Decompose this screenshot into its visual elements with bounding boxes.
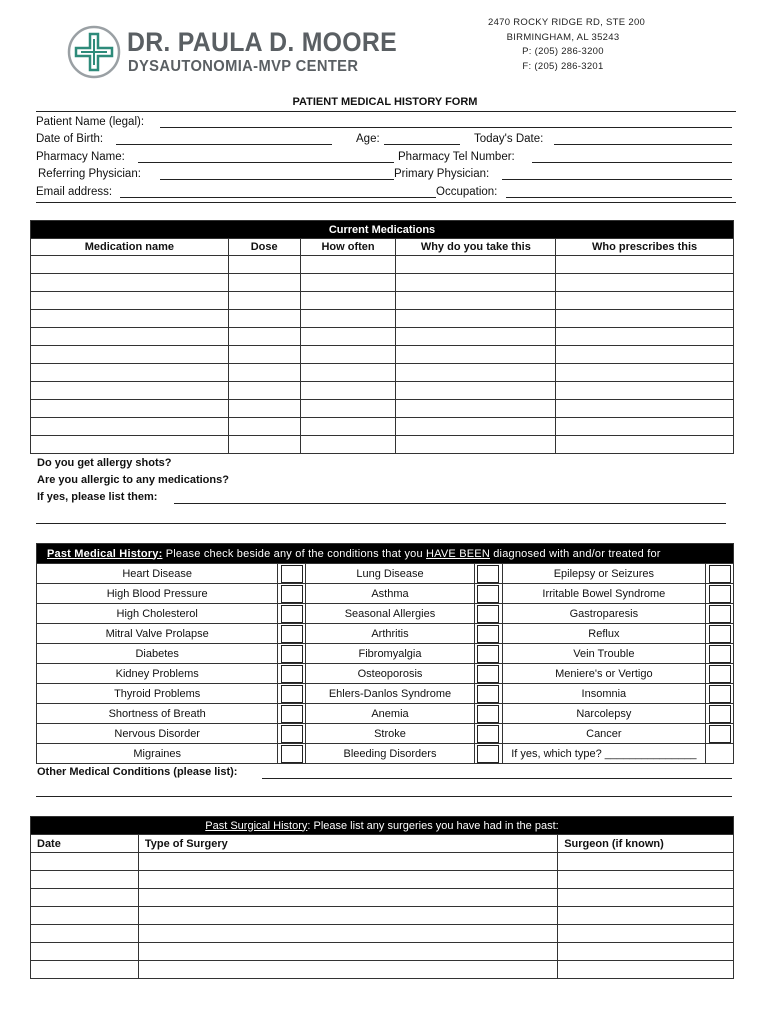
- reason-cell[interactable]: [396, 364, 556, 382]
- medication-name-cell[interactable]: [31, 400, 229, 418]
- condition-label: Kidney Problems: [37, 664, 278, 684]
- condition-checkbox[interactable]: [477, 585, 499, 603]
- condition-checkbox[interactable]: [477, 685, 499, 703]
- condition-checkbox-cell: [278, 624, 306, 644]
- condition-checkbox[interactable]: [477, 745, 499, 763]
- condition-label: Insomnia: [502, 684, 706, 704]
- condition-checkbox[interactable]: [281, 645, 303, 663]
- condition-checkbox[interactable]: [281, 665, 303, 683]
- condition-label: Mitral Valve Prolapse: [37, 624, 278, 644]
- condition-row: [37, 704, 734, 724]
- condition-row: [37, 744, 734, 764]
- surgery-date-cell[interactable]: [31, 853, 139, 871]
- divider: [36, 202, 736, 203]
- pmh-instructions: Please check beside any of the conditions that you: [162, 547, 427, 560]
- condition-checkbox-cell: [474, 744, 502, 764]
- condition-label: Arthritis: [306, 624, 475, 644]
- condition-label: Fibromyalgia: [306, 644, 475, 664]
- surgeon-cell[interactable]: [558, 925, 734, 943]
- condition-checkbox-cell: [706, 584, 734, 604]
- surgery-type-cell[interactable]: [138, 889, 557, 907]
- surgeon-cell[interactable]: [558, 853, 734, 871]
- condition-label: Lung Disease: [306, 564, 475, 584]
- referring-physician-field[interactable]: [160, 168, 394, 180]
- medication-allergy-question: Are you allergic to any medications?: [37, 474, 229, 486]
- surgery-date-cell[interactable]: [31, 889, 139, 907]
- condition-label: If yes, which type? _______________: [502, 744, 706, 764]
- past-medical-history-header: [37, 544, 734, 564]
- surgery-row: [31, 853, 734, 871]
- condition-checkbox[interactable]: [281, 565, 303, 583]
- condition-checkbox-cell: [278, 604, 306, 624]
- todays-date-label: Today's Date:: [474, 133, 544, 145]
- prescriber-cell[interactable]: [556, 436, 734, 454]
- practice-name: DR. PAULA D. MOORE: [127, 27, 397, 57]
- surgery-type-cell[interactable]: [138, 943, 557, 961]
- form-title: PATIENT MEDICAL HISTORY FORM: [292, 96, 478, 108]
- condition-checkbox[interactable]: [477, 645, 499, 663]
- prescriber-cell[interactable]: [556, 418, 734, 436]
- condition-checkbox[interactable]: [709, 725, 731, 743]
- reason-cell[interactable]: [396, 292, 556, 310]
- primary-physician-field[interactable]: [502, 168, 732, 180]
- condition-checkbox-cell: [706, 604, 734, 624]
- email-field[interactable]: [120, 186, 436, 198]
- prescriber-cell[interactable]: [556, 274, 734, 292]
- pmh-emphasis: HAVE BEEN: [426, 547, 490, 560]
- how-often-cell[interactable]: [300, 400, 396, 418]
- condition-row: [37, 584, 734, 604]
- medication-row: [31, 274, 734, 292]
- condition-row: [37, 664, 734, 684]
- medication-name-cell[interactable]: [31, 328, 229, 346]
- condition-checkbox-cell: [474, 684, 502, 704]
- condition-label: Reflux: [502, 624, 706, 644]
- condition-row: [37, 604, 734, 624]
- column-header: Date: [31, 835, 139, 853]
- condition-checkbox-cell: [474, 564, 502, 584]
- condition-label: Asthma: [306, 584, 475, 604]
- medication-name-cell[interactable]: [31, 310, 229, 328]
- dose-cell[interactable]: [228, 346, 300, 364]
- prescriber-cell[interactable]: [556, 328, 734, 346]
- age-label: Age:: [356, 133, 380, 145]
- condition-checkbox[interactable]: [477, 605, 499, 623]
- dose-cell[interactable]: [228, 364, 300, 382]
- medication-name-cell[interactable]: [31, 292, 229, 310]
- surgery-date-cell[interactable]: [31, 961, 139, 979]
- condition-label: Seasonal Allergies: [306, 604, 475, 624]
- dose-cell[interactable]: [228, 382, 300, 400]
- allergy-list-label: If yes, please list them:: [37, 491, 158, 503]
- surgery-row: [31, 961, 734, 979]
- medication-row: [31, 292, 734, 310]
- allergy-list-field-2[interactable]: [36, 523, 726, 524]
- surgical-history-table: [30, 816, 734, 979]
- reason-cell[interactable]: [396, 328, 556, 346]
- surgery-type-cell[interactable]: [138, 961, 557, 979]
- how-often-cell[interactable]: [300, 274, 396, 292]
- condition-checkbox-cell: [706, 724, 734, 744]
- condition-checkbox-cell: [474, 604, 502, 624]
- condition-checkbox-cell: [278, 644, 306, 664]
- dose-cell[interactable]: [228, 328, 300, 346]
- surgical-history-header: [31, 817, 734, 835]
- condition-checkbox[interactable]: [709, 665, 731, 683]
- surgery-row: [31, 907, 734, 925]
- surgeon-cell[interactable]: [558, 871, 734, 889]
- surgeon-cell[interactable]: [558, 907, 734, 925]
- condition-checkbox[interactable]: [281, 605, 303, 623]
- prescriber-cell[interactable]: [556, 292, 734, 310]
- condition-checkbox[interactable]: [281, 725, 303, 743]
- how-often-cell[interactable]: [300, 328, 396, 346]
- condition-checkbox[interactable]: [709, 605, 731, 623]
- condition-checkbox[interactable]: [477, 565, 499, 583]
- condition-checkbox-cell: [474, 644, 502, 664]
- medication-row: [31, 364, 734, 382]
- pharmacy-name-field[interactable]: [138, 151, 394, 163]
- dose-cell[interactable]: [228, 310, 300, 328]
- surgery-date-cell[interactable]: [31, 871, 139, 889]
- condition-checkbox-cell: [474, 724, 502, 744]
- condition-label: Bleeding Disorders: [306, 744, 475, 764]
- condition-label: Stroke: [306, 724, 475, 744]
- dose-cell[interactable]: [228, 274, 300, 292]
- prescriber-cell[interactable]: [556, 310, 734, 328]
- condition-label: Nervous Disorder: [37, 724, 278, 744]
- other-conditions-field[interactable]: [262, 778, 732, 779]
- surgery-date-cell[interactable]: [31, 925, 139, 943]
- medications-title: Current Medications: [31, 221, 734, 239]
- condition-label: Osteoporosis: [306, 664, 475, 684]
- condition-label: Shortness of Breath: [37, 704, 278, 724]
- how-often-cell[interactable]: [300, 256, 396, 274]
- condition-row: [37, 724, 734, 744]
- surgery-row: [31, 925, 734, 943]
- column-header: Dose: [228, 239, 300, 256]
- medication-row: [31, 418, 734, 436]
- surgery-row: [31, 943, 734, 961]
- age-field[interactable]: [384, 133, 460, 145]
- condition-checkbox-cell: [474, 624, 502, 644]
- other-conditions-field-2[interactable]: [36, 796, 732, 797]
- reason-cell[interactable]: [396, 346, 556, 364]
- reason-cell[interactable]: [396, 310, 556, 328]
- medication-name-cell[interactable]: [31, 274, 229, 292]
- condition-label: Irritable Bowel Syndrome: [502, 584, 706, 604]
- pharmacy-name-label: Pharmacy Name:: [36, 151, 125, 163]
- surgeon-cell[interactable]: [558, 943, 734, 961]
- dose-cell[interactable]: [228, 418, 300, 436]
- medication-row: [31, 328, 734, 346]
- condition-label: Gastroparesis: [502, 604, 706, 624]
- allergy-list-field[interactable]: [174, 503, 726, 504]
- condition-label: Meniere's or Vertigo: [502, 664, 706, 684]
- how-often-cell[interactable]: [300, 382, 396, 400]
- surgery-type-cell[interactable]: [138, 871, 557, 889]
- condition-label: Heart Disease: [37, 564, 278, 584]
- medications-table: [30, 220, 734, 454]
- patient-name-field[interactable]: [160, 116, 732, 128]
- condition-checkbox[interactable]: [281, 705, 303, 723]
- condition-checkbox[interactable]: [477, 665, 499, 683]
- pharmacy-tel-field[interactable]: [532, 151, 732, 163]
- condition-checkbox-cell: [278, 684, 306, 704]
- other-conditions-label: Other Medical Conditions (please list):: [37, 766, 238, 778]
- condition-row: [37, 624, 734, 644]
- condition-label: Narcolepsy: [502, 704, 706, 724]
- pharmacy-tel-label: Pharmacy Tel Number:: [398, 151, 515, 163]
- reason-cell[interactable]: [396, 436, 556, 454]
- medication-name-cell[interactable]: [31, 382, 229, 400]
- condition-label: Diabetes: [37, 644, 278, 664]
- surgery-type-cell[interactable]: [138, 925, 557, 943]
- dose-cell[interactable]: [228, 292, 300, 310]
- condition-checkbox-cell: [278, 724, 306, 744]
- condition-row: [37, 684, 734, 704]
- condition-checkbox[interactable]: [477, 725, 499, 743]
- reason-cell[interactable]: [396, 418, 556, 436]
- column-header: How often: [300, 239, 396, 256]
- dose-cell[interactable]: [228, 400, 300, 418]
- condition-checkbox-cell: [278, 744, 306, 764]
- condition-checkbox-cell: [278, 664, 306, 684]
- medication-row: [31, 400, 734, 418]
- dose-cell[interactable]: [228, 256, 300, 274]
- condition-checkbox-cell: [706, 644, 734, 664]
- medication-row: [31, 346, 734, 364]
- condition-label: Anemia: [306, 704, 475, 724]
- prescriber-cell[interactable]: [556, 256, 734, 274]
- condition-checkbox[interactable]: [709, 705, 731, 723]
- dob-field[interactable]: [116, 133, 332, 145]
- condition-checkbox-cell: [474, 584, 502, 604]
- condition-checkbox[interactable]: [709, 645, 731, 663]
- condition-checkbox[interactable]: [709, 625, 731, 643]
- condition-checkbox-cell: [474, 664, 502, 684]
- medication-name-cell[interactable]: [31, 346, 229, 364]
- medication-name-cell[interactable]: [31, 418, 229, 436]
- medical-cross-icon: [66, 24, 122, 80]
- occupation-label: Occupation:: [436, 186, 498, 198]
- condition-row: [37, 564, 734, 584]
- how-often-cell[interactable]: [300, 292, 396, 310]
- condition-checkbox[interactable]: [709, 565, 731, 583]
- past-medical-history-table: [36, 543, 734, 764]
- surgery-type-cell[interactable]: [138, 907, 557, 925]
- medication-name-cell[interactable]: [31, 436, 229, 454]
- prescriber-cell[interactable]: [556, 364, 734, 382]
- surgical-history-title: Past Surgical History: [205, 819, 308, 832]
- how-often-cell[interactable]: [300, 310, 396, 328]
- condition-checkbox-cell: [278, 584, 306, 604]
- column-header: Surgeon (if known): [558, 835, 734, 853]
- condition-label: Vein Trouble: [502, 644, 706, 664]
- medication-row: [31, 382, 734, 400]
- condition-checkbox-cell: [278, 704, 306, 724]
- condition-checkbox-cell: [706, 744, 734, 764]
- practice-subtitle: DYSAUTONOMIA-MVP CENTER: [128, 58, 359, 75]
- condition-checkbox-cell: [474, 704, 502, 724]
- primary-physician-label: Primary Physician:: [394, 168, 490, 180]
- occupation-field[interactable]: [506, 186, 732, 198]
- surgeon-cell[interactable]: [558, 889, 734, 907]
- surgical-history-instructions: : Please list any surgeries you have had in the past:: [307, 819, 559, 832]
- surgery-type-cell[interactable]: [138, 853, 557, 871]
- condition-checkbox[interactable]: [281, 625, 303, 643]
- condition-checkbox-cell: [278, 564, 306, 584]
- column-header: Medication name: [31, 239, 229, 256]
- prescriber-cell[interactable]: [556, 382, 734, 400]
- condition-label: Ehlers-Danlos Syndrome: [306, 684, 475, 704]
- column-header: Why do you take this: [396, 239, 556, 256]
- address-line: 2470 ROCKY RIDGE RD, STE 200: [488, 17, 646, 28]
- reason-cell[interactable]: [396, 256, 556, 274]
- medication-name-cell[interactable]: [31, 256, 229, 274]
- column-header: Type of Surgery: [138, 835, 557, 853]
- fax-line: F: (205) 286-3201: [522, 60, 604, 72]
- how-often-cell[interactable]: [300, 418, 396, 436]
- condition-checkbox[interactable]: [709, 685, 731, 703]
- how-often-cell[interactable]: [300, 346, 396, 364]
- dob-label: Date of Birth:: [36, 133, 104, 145]
- email-label: Email address:: [36, 186, 113, 198]
- condition-row: [37, 644, 734, 664]
- condition-checkbox-cell: [706, 704, 734, 724]
- reason-cell[interactable]: [396, 400, 556, 418]
- condition-checkbox-cell: [706, 664, 734, 684]
- surgery-row: [31, 889, 734, 907]
- condition-checkbox-cell: [706, 564, 734, 584]
- medication-row: [31, 436, 734, 454]
- todays-date-field[interactable]: [554, 133, 732, 145]
- address-line: BIRMINGHAM, AL 35243: [506, 31, 620, 43]
- condition-label: Cancer: [502, 724, 706, 744]
- medication-row: [31, 310, 734, 328]
- patient-name-label: Patient Name (legal):: [36, 116, 145, 128]
- condition-label: High Blood Pressure: [37, 584, 278, 604]
- practice-address: [488, 16, 646, 74]
- condition-label: High Cholesterol: [37, 604, 278, 624]
- surgery-date-cell[interactable]: [31, 943, 139, 961]
- how-often-cell[interactable]: [300, 436, 396, 454]
- prescriber-cell[interactable]: [556, 346, 734, 364]
- surgery-date-cell[interactable]: [31, 907, 139, 925]
- condition-label: Migraines: [37, 744, 278, 764]
- prescriber-cell[interactable]: [556, 400, 734, 418]
- pmh-title: Past Medical History:: [47, 547, 163, 560]
- condition-label: Thyroid Problems: [37, 684, 278, 704]
- how-often-cell[interactable]: [300, 364, 396, 382]
- column-header: Who prescribes this: [556, 239, 734, 256]
- dose-cell[interactable]: [228, 436, 300, 454]
- referring-physician-label: Referring Physician:: [38, 168, 141, 180]
- condition-checkbox[interactable]: [709, 585, 731, 603]
- condition-checkbox-cell: [706, 624, 734, 644]
- phone-line: P: (205) 286-3200: [522, 46, 604, 57]
- reason-cell[interactable]: [396, 274, 556, 292]
- condition-checkbox[interactable]: [477, 705, 499, 723]
- condition-checkbox[interactable]: [281, 745, 303, 763]
- medication-row: [31, 256, 734, 274]
- pmh-instructions-end: diagnosed with and/or treated for: [489, 547, 661, 560]
- divider: [36, 111, 736, 112]
- surgery-row: [31, 871, 734, 889]
- condition-checkbox[interactable]: [477, 625, 499, 643]
- medication-name-cell[interactable]: [31, 364, 229, 382]
- condition-label: Epilepsy or Seizures: [502, 564, 706, 584]
- condition-checkbox[interactable]: [281, 585, 303, 603]
- surgeon-cell[interactable]: [558, 961, 734, 979]
- practice-logo: [66, 22, 397, 82]
- reason-cell[interactable]: [396, 382, 556, 400]
- condition-checkbox-cell: [706, 684, 734, 704]
- condition-checkbox[interactable]: [281, 685, 303, 703]
- allergy-shots-question: Do you get allergy shots?: [37, 457, 172, 469]
